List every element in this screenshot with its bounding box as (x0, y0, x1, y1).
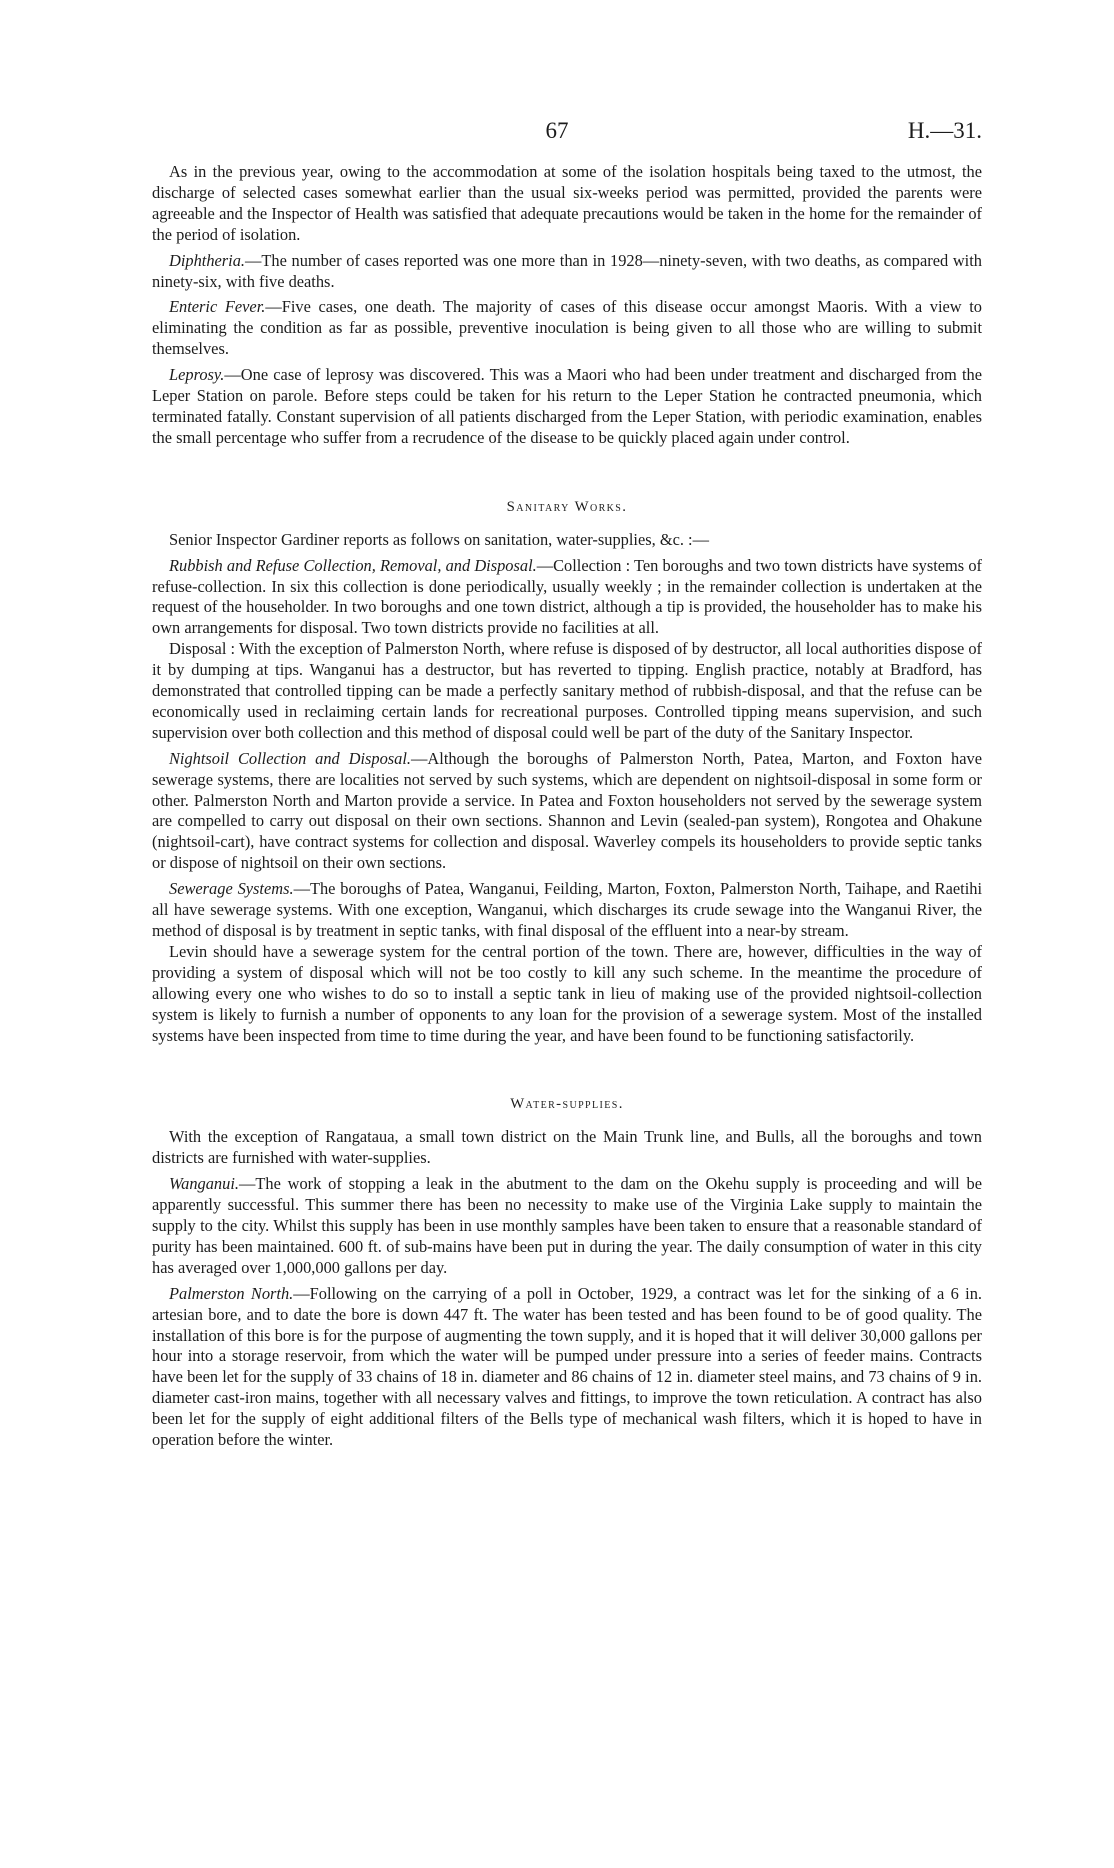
enteric-text: —Five cases, one death. The majority of cases of this disease occur amongst Maoris. With a view to eliminating the condition as far as possible, preventive inoculation is being given to all those who are willing to submit themselves. (152, 297, 982, 359)
sewerage-paragraph (152, 879, 982, 942)
rubbish-paragraph (152, 556, 982, 640)
water-supplies-heading: Water-supplies. (510, 1096, 624, 1113)
enteric-paragraph (152, 297, 982, 360)
disposal-paragraph: Disposal : With the exception of Palmerston North, where refuse is disposed of by destructor, all local authorities dispose of it by dumping at tips. Wanganui has a destructor, but has reverted to tipping. English practice, notably at Bradford, has demonstrated that controlled tipping can be made a perfectly sanitary method of rubbish-disposal, and that the refuse can be economically used in reclaiming certain lands for recreational purposes. Controlled tipping means supervision, and such supervision over both collection and this method of disposal could well be part of the duty of the Sanitary Inspector. (152, 639, 982, 742)
sanitary-works-heading: Sanitary Works. (506, 498, 628, 515)
rubbish-text: —Collection : Ten boroughs and two town districts have systems of refuse-collection. In six this collection is done periodically, usually weekly ; in the remainder collection is undertaken at the request of the householder. In two boroughs and one town district, although a tip is provided, the householder has to make his own arrangements for disposal. Two town districts provide no facilities at all. (152, 555, 982, 638)
body-text (152, 162, 982, 1456)
wanganui-title: Wanganui. (169, 1174, 239, 1194)
isolation-paragraph: As in the previous year, owing to the accommodation at some of the isolation hospitals being taxed to the utmost, the discharge of selected cases somewhat earlier than the usual six-weeks period was permitted, provided the parents were agreeable and the Inspector of Health was satisfied that adequate precautions would be taken in the home for the remainder of the period of isolation. (152, 162, 982, 244)
levin-paragraph: Levin should have a sewerage system for the central portion of the town. There are, however, difficulties in the way of providing a system of disposal which will not be too costly to kill any such scheme. In the meantime the procedure of allowing every one who wishes to do so to install a septic tank in lieu of making use of the provided nightsoil-collection system is likely to furnish a number of opponents to any loan for the provision of a sewerage system. Most of the installed systems have been inspected from time to time during the year, and have been found to be functioning satisfactorily. (152, 941, 982, 1045)
water-intro: With the exception of Rangataua, a small town district on the Main Trunk line, and Bulls, all the boroughs and town districts are furnished with water-supplies. (152, 1127, 982, 1168)
leprosy-paragraph (152, 365, 982, 449)
sanitary-intro: Senior Inspector Gardiner reports as follows on sanitation, water-supplies, &c. :— (169, 529, 709, 549)
palmerston-title: Palmerston North. (169, 1283, 294, 1303)
page-number: 67 (545, 118, 569, 143)
sewerage-title: Sewerage Systems. (169, 879, 294, 899)
sewerage-text: —The boroughs of Patea, Wanganui, Feilding, Marton, Foxton, Palmerston North, Taihape, and Raetihi all have sewerage systems. With one exception, Wanganui, which discharges its crude sewage into the Wanganui River, the method of disposal is by treatment in septic tanks, with final disposal of the effluent into a near-by stream. (152, 879, 982, 940)
wanganui-text: —The work of stopping a leak in the abutment to the dam on the Okehu supply is proceeding and will be apparently successful. This summer there has been no necessity to make use of the Virginia Lake supply to maintain the supply to the city. Whilst this supply has been in use monthly samples have been taken to ensure that a reasonable standard of purity has been maintained. 600 ft. of sub-mains have been put in during the year. The daily consumption of water in this city has averaged over 1,000,000 gallons per day. (152, 1174, 982, 1277)
diphtheria-paragraph (152, 251, 982, 293)
nightsoil-paragraph (152, 749, 982, 874)
wanganui-paragraph (152, 1174, 982, 1279)
palmerston-text: —Following on the carrying of a poll in October, 1929, a contract was let for the sinking of a 6 in. artesian bore, and to date the bore is down 447 ft. The water has been tested and has been found to be of good quality. The installation of this bore is for the purpose of augmenting the town supply, and it is hoped that it will deliver 30,000 gallons per hour into a storage reservoir, from which the water will be pumped under pressure into a series of feeder mains. Contracts have been let for the supply of 33 chains of 18 in. diameter and 86 chains of 12 in. diameter steel mains, and 73 chains of 9 in. diameter cast-iron mains, together with all necessary valves and fittings, to improve the town reticulation. A contract has also been let for the supply of eight additional filters of the Bells type of mechanical wash filters, which it is hoped to have in operation before the winter. (152, 1283, 982, 1450)
nightsoil-title: Nightsoil Collection and Disposal. (169, 748, 412, 768)
leprosy-title: Leprosy. (169, 365, 225, 385)
leprosy-text: —One case of leprosy was discovered. This was a Maori who had been under treatment and discharged from the Leper Station on parole. Before steps could be taken for his return to the Leper Station he contracted pneumonia, which terminated fatally. Constant supervision of all patients discharged from the Leper Station, with periodic examination, enables the small percentage who suffer from a recrudence of the disease to be quickly placed again under control. (152, 365, 982, 447)
series-code: H.—31. (907, 118, 982, 143)
rubbish-title: Rubbish and Refuse Collection, Removal, and Disposal. (169, 555, 537, 575)
nightsoil-text: —Although the boroughs of Palmerston North, Patea, Marton, and Foxton have sewerage systems, there are localities not served by such systems, which are dependent on nightsoil-disposal in some form or other. Palmerston North and Marton provide a service. In Patea and Foxton householders not served by the sewerage system are compelled to carry out disposal on their own sections. Shannon and Levin (sealed-pan system), Rongotea and Ohakune (nightsoil-cart), have contract systems for collection and disposal. Waverley compels its householders to provide septic tanks or dispose of nightsoil on their own sections. (152, 748, 982, 873)
page-header (0, 118, 1114, 148)
diphtheria-title: Diphtheria. (169, 250, 246, 270)
palmerston-paragraph (152, 1284, 982, 1451)
enteric-title: Enteric Fever. (169, 297, 266, 317)
diphtheria-text: —The number of cases reported was one more than in 1928—ninety-seven, with two deaths, as compared with ninety-six, with five deaths. (152, 250, 982, 291)
